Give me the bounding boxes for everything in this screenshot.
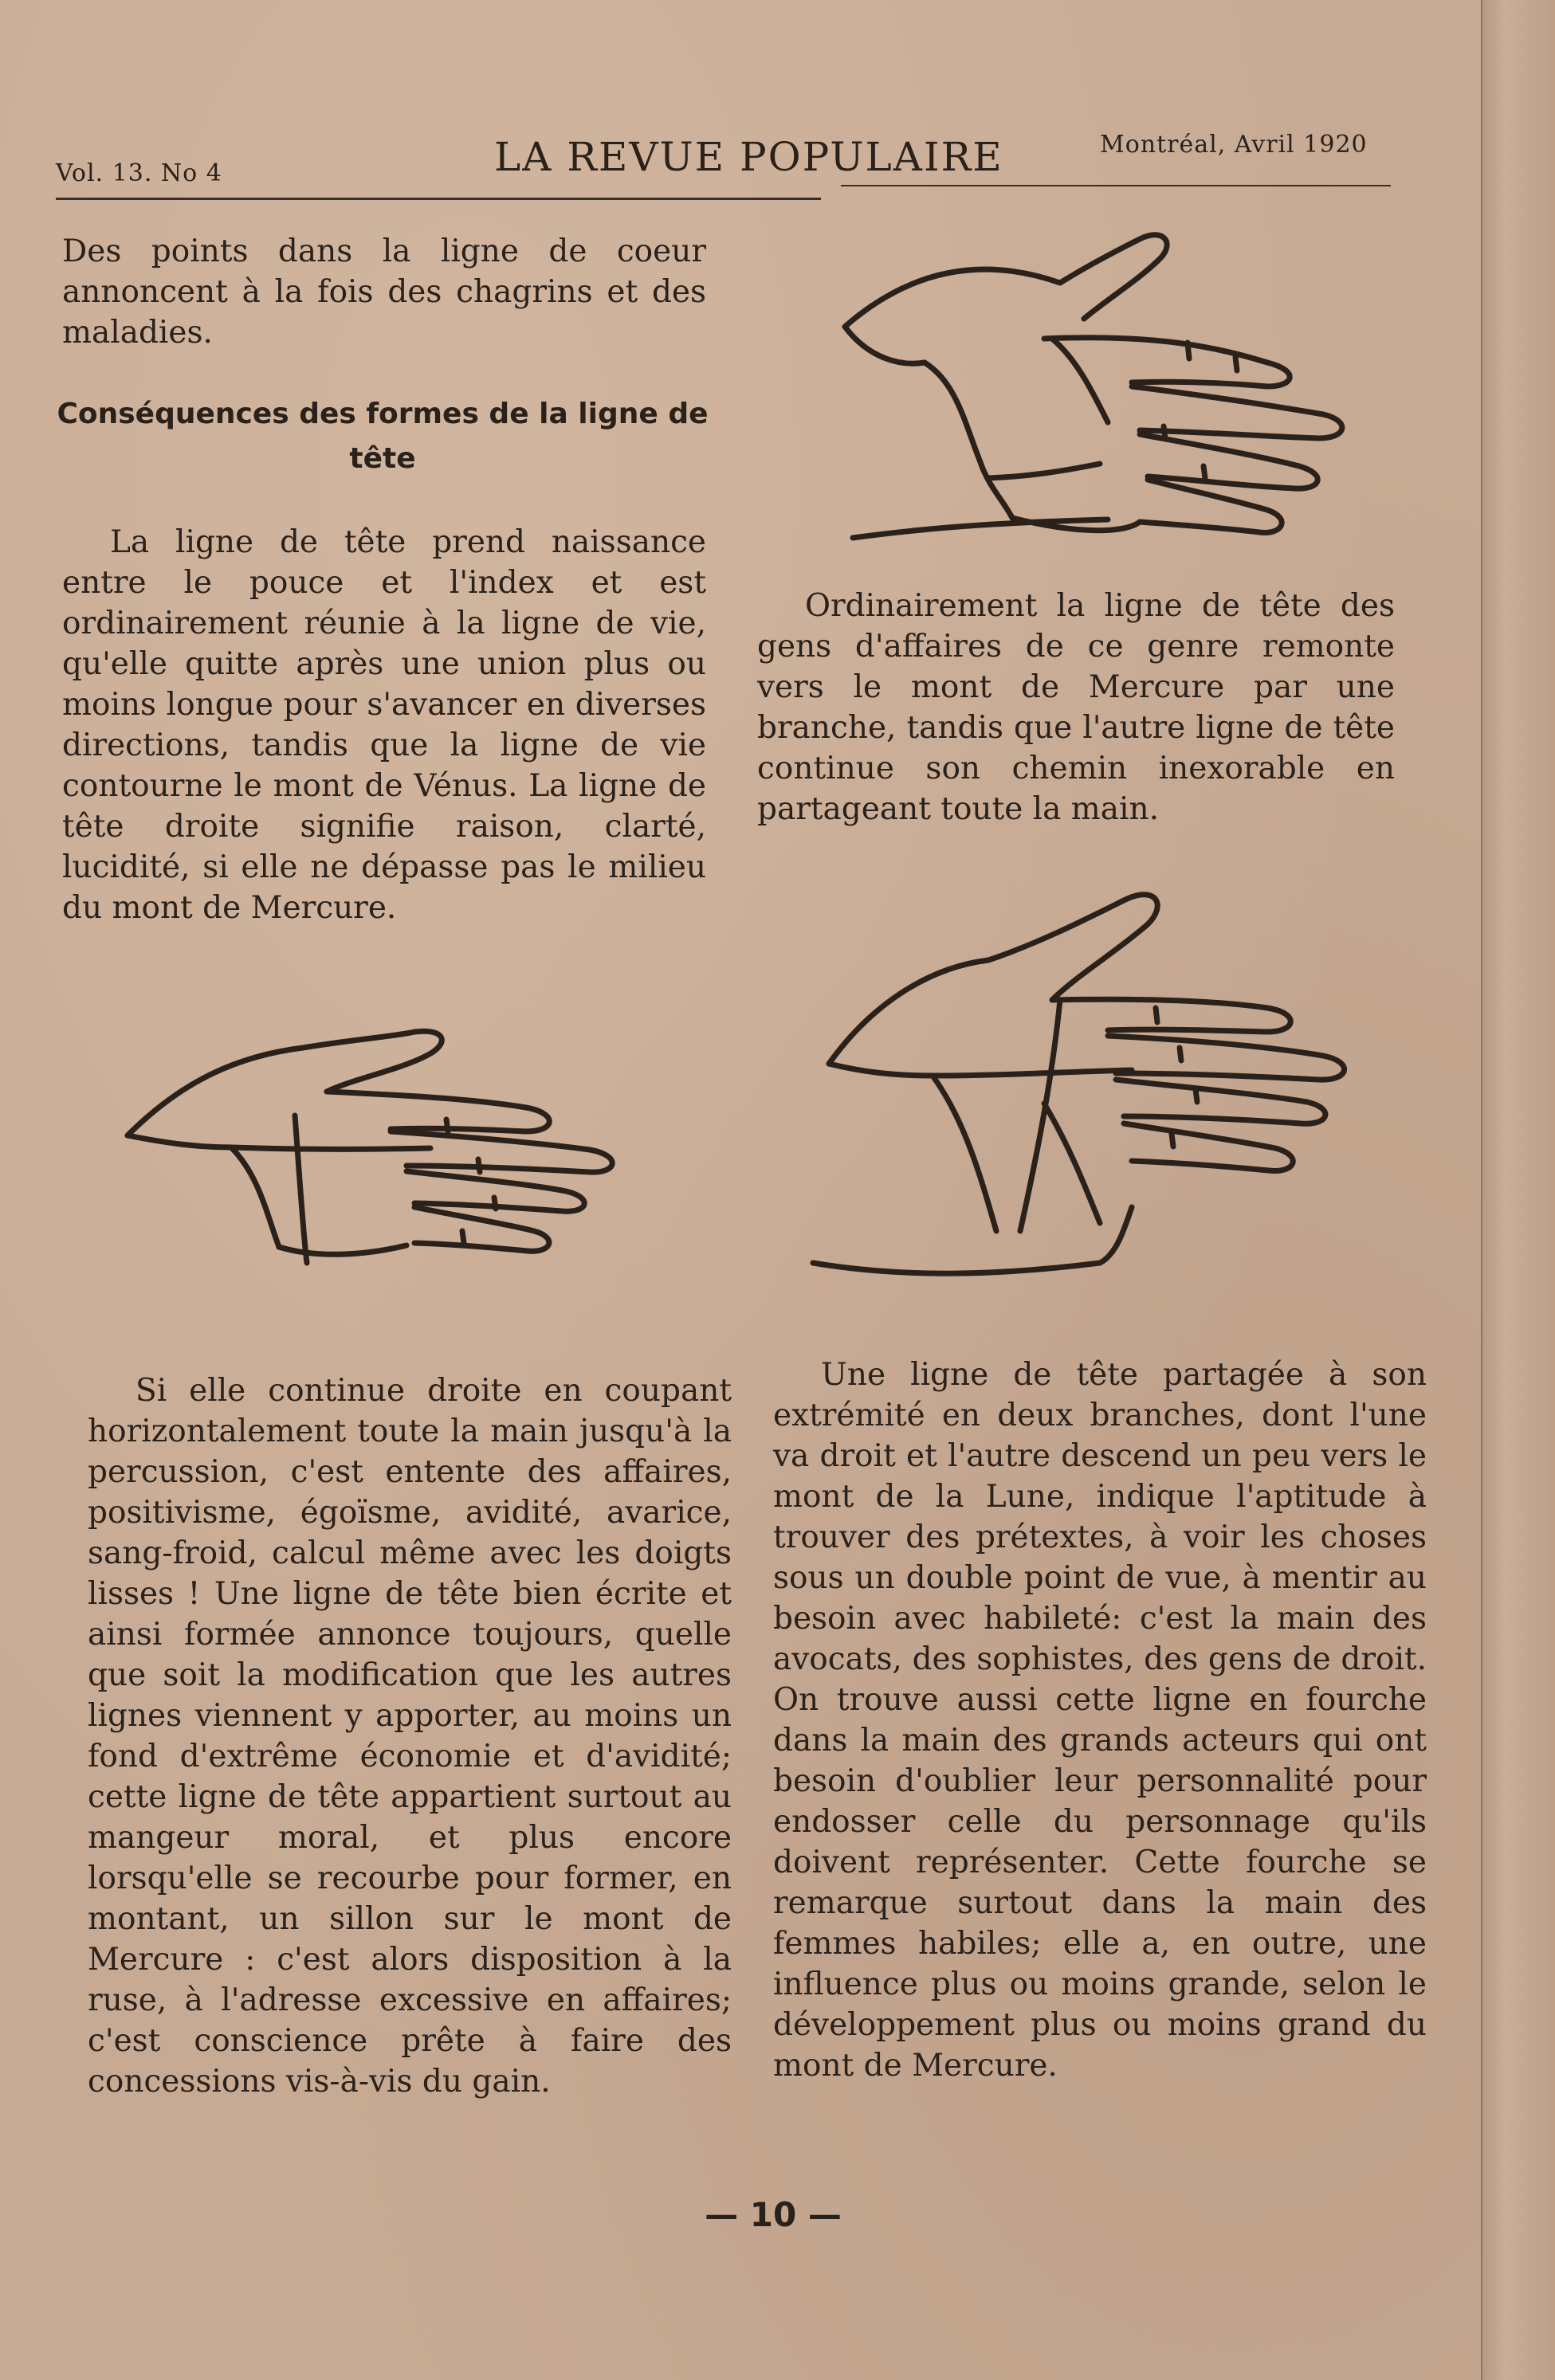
paragraph-straight-line: Si elle continue droite en coupant horizontalement toute la main jusqu'à la percussion, c'est entente des affaires, positivisme, égoïsme, avidité, avarice, sang-froid, calcul même avec les doigts lisses ! Une ligne de tête bien écrite et ainsi formée annonce toujours, quelle que soit la modification que les autres lignes viennent y apporter, au moins un fond d'extrême économie et d'avidité; cette ligne de tête appartient surtout au mangeur moral, et plus encore lorsqu'elle se recourbe pour former, en montant, un sillon sur le mont de Mercure : c'est alors disposition à la ruse, à l'adresse excessive en affaires; c'est conscience prête à faire des concessions vis-à-vis du gain. <box>88 1373 732 2100</box>
paragraph-head-line-origin: La ligne de tête prend naissance entre le pouce et l'index et est ordinairement réunie à la ligne de vie, qu'elle quitte après une union plus ou moins longue pour s'avancer en diverses directions, tandis que la ligne de vie contourne le mont de Vénus. La ligne de tête droite signifie raison, clarté, lucidité, si elle ne dépasse pas le milieu du mont de Mercure. <box>62 524 706 926</box>
issue-date: Montréal, Avril 1920 <box>1100 131 1368 159</box>
paragraph-heart-line: Des points dans la ligne de coeur annoncent à la fois des chagrins et des maladies. <box>62 233 706 351</box>
page-edge <box>1481 0 1555 2380</box>
header-rule-right <box>841 185 1391 186</box>
hand-drawing-middle-right <box>797 880 1371 1311</box>
volume-label: Vol. 13. No 4 <box>56 159 222 187</box>
paragraph-business-people: Ordinairement la ligne de tête des gens d'affaires de ce genre remonte vers le mont de Mercure par une branche, tandis que l'autre ligne de tête continue son chemin inexorable en partageant toute la main. <box>757 588 1395 827</box>
publication-title: LA REVUE POPULAIRE <box>494 134 1003 180</box>
section-heading: Conséquences des formes de la ligne de tête <box>57 398 709 475</box>
paragraph-forked-line: Une ligne de tête partagée à son extrémité en deux branches, dont l'une va droit et l'autre descend un peu vers le mont de la Lune, indique l'aptitude à trouver des prétextes, à voir les choses sous un double point de vue, à mentir au besoin avec habileté: c'est la main des avocats, des sophistes, des gens de droit. On trouve aussi cette ligne en fourche dans la main des grands acteurs qui ont besoin d'oublier leur personnalité pour endosser celle du personnage qu'ils doivent représenter. Cette fourche se remarque surtout dans la main des femmes habiles; elle a, en outre, une influence plus ou moins grande, selon le développement plus ou moins grand du mont de Mercure. <box>773 1357 1427 2084</box>
page-number: — 10 — <box>705 2195 842 2234</box>
hand-drawing-middle-left <box>112 992 654 1295</box>
header-rule-left <box>56 198 821 200</box>
page-header <box>56 126 1411 190</box>
hand-drawing-top-right <box>821 223 1363 566</box>
